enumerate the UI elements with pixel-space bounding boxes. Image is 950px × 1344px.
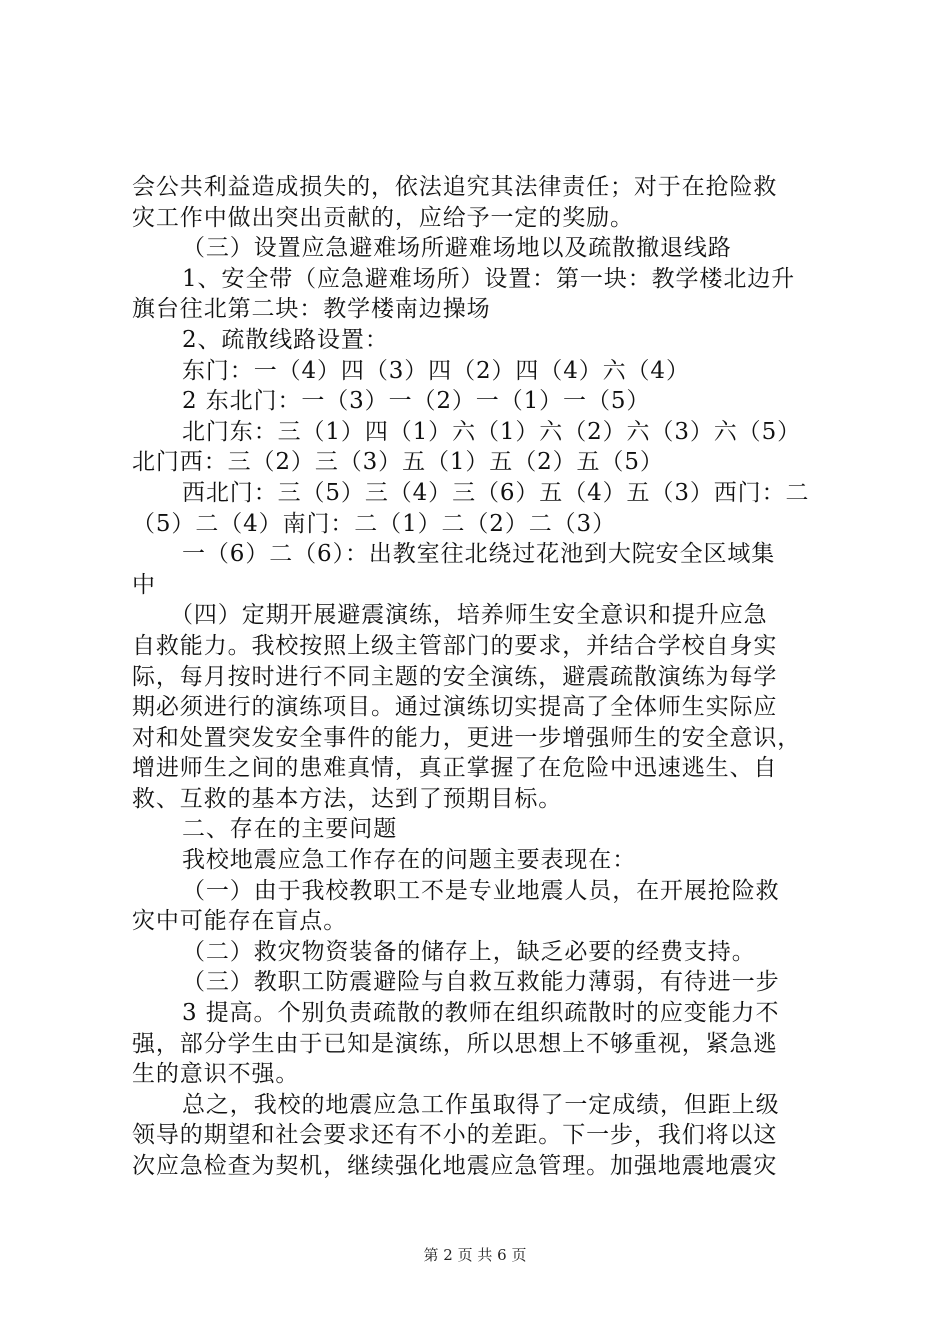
text-line: 增进师生之间的患难真情，真正掌握了在危险中迅速逃生、自 <box>132 755 778 782</box>
text-line: 次应急检查为契机，继续强化地震应急管理。加强地震地震灾 <box>132 1153 778 1179</box>
text-line: 1、安全带（应急避难场所）设置：第一块：教学楼北边升 <box>182 265 796 292</box>
text-line: 3 提高。个别负责疏散的教师在组织疏散时的应变能力不 <box>182 1000 780 1027</box>
section-heading: （四）定期开展避震演练，培养师生安全意识和提升应急 <box>170 602 768 629</box>
text-line: 中 <box>132 571 156 598</box>
document-body <box>132 172 832 1182</box>
text-line: 际，每月按时进行不同主题的安全演练，避震疏散演练为每学 <box>132 663 778 690</box>
text-line: （一）由于我校教职工不是专业地震人员，在开展抢险救 <box>182 877 780 904</box>
text-line: 强，部分学生由于已知是演练，所以思想上不够重视，紧急逃 <box>132 1030 778 1057</box>
text-line: 生的意识不强。 <box>132 1061 300 1088</box>
text-line: 会公共利益造成损失的，依法追究其法律责任；对于在抢险救 <box>132 174 778 200</box>
text-line: 我校地震应急工作存在的问题主要表现在： <box>182 847 637 874</box>
page-number: 第 2 页 共 6 页 <box>423 1246 527 1264</box>
text-line: 救、互救的基本方法，达到了预期目标。 <box>132 785 563 812</box>
text-line: 自救能力。我校按照上级主管部门的要求，并结合学校自身实 <box>132 632 778 659</box>
text-line: （三）教职工防震避险与自救互救能力薄弱，有待进一步 <box>182 969 780 996</box>
text-line: 灾工作中做出突出贡献的，应给予一定的奖励。 <box>132 204 634 231</box>
text-line: 北门东：三（1）四（1）六（1）六（2）六（3）六（5） <box>182 418 801 445</box>
text-line: 旗台往北第二块：教学楼南边操场 <box>132 296 491 323</box>
section-heading: （三）设置应急避难场所避难场地以及疏散撤退线路 <box>182 235 732 262</box>
text-line: 2、疏散线路设置： <box>182 326 389 353</box>
text-line: 北门西：三（2）三（3）五（1）五（2）五（5） <box>132 449 664 476</box>
text-line: （5）二（4）南门：二（1）二（2）二（3） <box>132 510 616 537</box>
text-line: 西北门：三（5）三（4）三（6）五（4）五（3）西门：二 <box>182 479 810 506</box>
text-line: 对和处置突发安全事件的能力，更进一步增强师生的安全意识， <box>132 724 802 751</box>
text-line: 灾中可能存在盲点。 <box>132 908 348 935</box>
section-heading: 二、存在的主要问题 <box>182 816 398 843</box>
text-line: 东门：一（4）四（3）四（2）四（4）六（4） <box>182 357 690 384</box>
text-line: 期必须进行的演练项目。通过演练切实提高了全体师生实际应 <box>132 694 778 721</box>
text-line: 一（6）二（6）：出教室往北绕过花池到大院安全区域集 <box>182 541 776 568</box>
text-line: 领导的期望和社会要求还有不小的差距。下一步，我们将以这 <box>132 1122 778 1149</box>
text-line: 2 东北门：一（3）一（2）一（1）一（5） <box>182 388 651 415</box>
text-line: （二）救灾物资装备的储存上，缺乏必要的经费支持。 <box>182 938 756 965</box>
text-line: 总之，我校的地震应急工作虽取得了一定成绩，但距上级 <box>182 1091 780 1118</box>
